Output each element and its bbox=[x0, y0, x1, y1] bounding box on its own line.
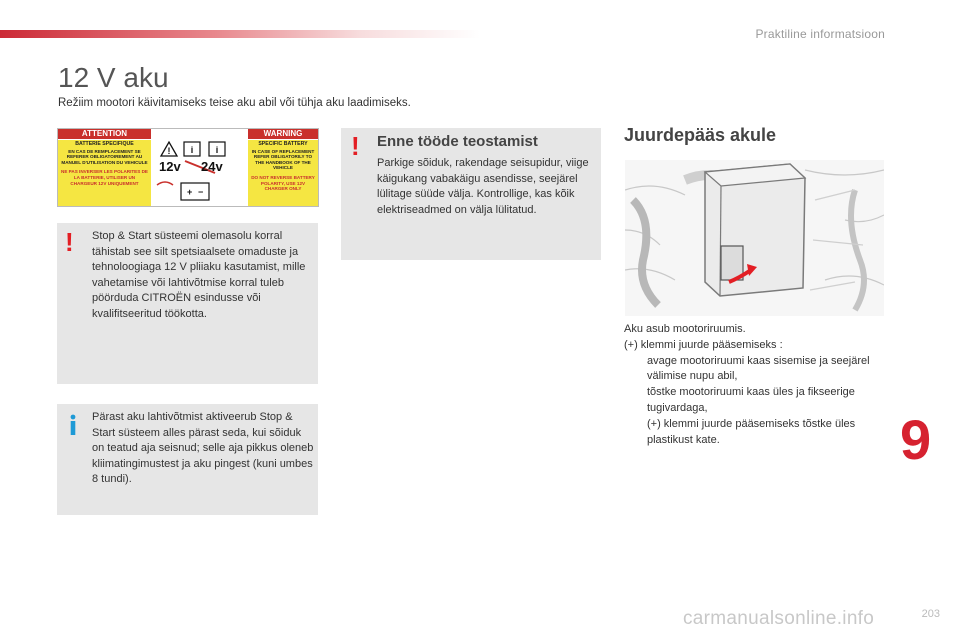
label-12v: 12v bbox=[159, 159, 181, 174]
label-24v: 24v bbox=[201, 159, 223, 174]
label-fr-heading: BATTERIE SPECIFIQUE bbox=[75, 141, 134, 147]
access-intro-location: Aku asub mootoriruumis. bbox=[624, 323, 746, 335]
label-fr-body: EN CAS DE REMPLACEMENT SE REFERER OBLIGATOIREMENT AU MANUEL D'UTILISATION DU VEHICULE bbox=[61, 148, 148, 165]
info-text: Pärast aku lahtivõtmist aktiveerub Stop & Start süsteem alles pärast seda, kui sõiduk on teatud aja seisnud; selle aja pikkus oleneb kliimatingimustest ja aku pingest (kuni umbes 8 tundi). bbox=[92, 411, 314, 486]
header-accent-bar bbox=[0, 30, 480, 38]
access-intro-terminal: (+) klemmi juurde pääsemiseks : bbox=[624, 338, 783, 351]
label-english-text bbox=[248, 140, 318, 206]
section-header: Praktiline informatsioon bbox=[755, 27, 885, 41]
engine-compartment-icon bbox=[625, 160, 884, 316]
caution-title: Enne tööde teostamist bbox=[377, 133, 538, 150]
stop-start-warning-box bbox=[57, 223, 318, 384]
list-item bbox=[624, 354, 894, 386]
exclamation-icon: ! bbox=[65, 227, 74, 257]
label-en-body: IN CASE OF REPLACEMENT REFER OBLIGATORILY TO THE HANDBOOK OF THE VEHICLE bbox=[251, 148, 315, 171]
svg-text:+: + bbox=[187, 187, 193, 197]
caution-text: Parkige sõiduk, rakendage seisupidur, viige käigukang vabakäigu asendisse, seejärel lülitage süüde välja. Kontrollige, kas kõik elektriseadmed on välja lülitatud. bbox=[377, 157, 589, 216]
svg-text:!: ! bbox=[167, 146, 171, 156]
stop-start-warning-text: Stop & Start süsteemi olemasolu korral tähistab see silt spetsiaalsete omaduste ja tehnoloogiaga 12 V pliiaku kasutamist, mille vahetamise või lahtivõtmise korral tuleb pöörduda CITROËN esindusse või kvalifitseeritud töökotta. bbox=[92, 230, 306, 320]
warning-band: WARNING bbox=[248, 129, 318, 139]
svg-text:i: i bbox=[215, 145, 219, 155]
exclamation-icon: ! bbox=[351, 131, 360, 161]
attention-band: ATTENTION bbox=[58, 129, 151, 139]
svg-text:i: i bbox=[190, 145, 194, 155]
access-steps-list bbox=[624, 354, 894, 449]
label-symbols bbox=[151, 139, 249, 206]
access-step-1: avage mootoriruumi kaas sisemise ja seejärel välimise nupu abil, bbox=[647, 354, 870, 383]
engine-compartment-illustration bbox=[625, 160, 884, 316]
battery-warning-label-image bbox=[57, 128, 319, 207]
list-item bbox=[624, 417, 894, 449]
label-fr-red: NE PAS INVERSER LES POLARITES DE LA BATTERIE, UTILISER UN CHARGEUR 12V UNIQUEMENT bbox=[61, 169, 148, 186]
label-en-red: DO NOT REVERSE BATTERY POLARITY, USE 12V CHARGER ONLY bbox=[251, 174, 315, 192]
list-item bbox=[624, 385, 894, 417]
battery-access-title: Juurdepääs akule bbox=[624, 125, 777, 145]
info-box bbox=[57, 404, 318, 515]
access-step-2: tõstke mootoriruumi kaas üles ja fikseerige tugivardaga, bbox=[647, 386, 855, 414]
page-subtitle: Režiim mootori käivitamiseks teise aku abil või tühja aku laadimiseks. bbox=[58, 97, 411, 109]
info-icon bbox=[69, 414, 77, 436]
page-title: 12 V aku bbox=[58, 62, 169, 93]
battery-access-instructions bbox=[624, 322, 894, 448]
chapter-number: 9 bbox=[900, 408, 932, 471]
svg-text:−: − bbox=[198, 187, 204, 197]
watermark: carmanualsonline.info bbox=[683, 608, 875, 629]
label-en-heading: SPECIFIC BATTERY bbox=[258, 141, 308, 147]
label-french-text bbox=[58, 140, 151, 206]
page-number: 203 bbox=[921, 608, 940, 620]
access-step-3: (+) klemmi juurde pääsemiseks tõstke üles plastikust kate. bbox=[647, 417, 856, 446]
